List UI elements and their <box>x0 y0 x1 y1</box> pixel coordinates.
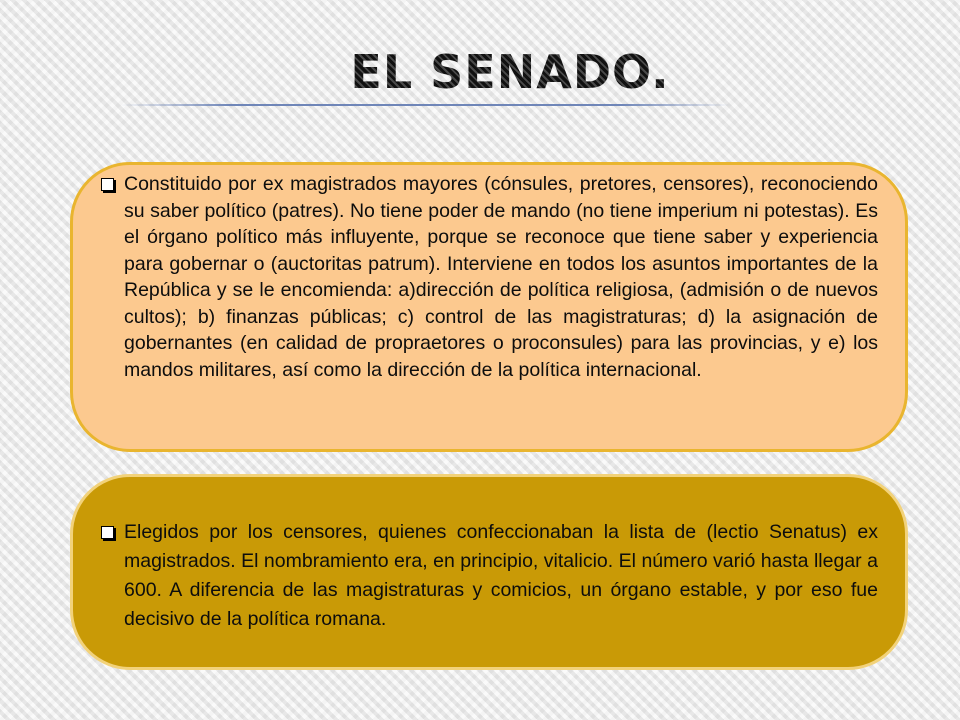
square-bullet-icon <box>101 526 114 539</box>
slide-title: EL SENADO. <box>300 44 720 100</box>
title-divider <box>120 104 732 106</box>
bullet-text: Constituido por ex magistrados mayores (cónsules, pretores, censores), reconociendo su saber político (patres). No tiene poder de mando (no tiene imperium ni potestas). Es el órgano político más influyente, porque se reconoce que tiene saber y experiencia para gobernar o (auctoritas patrum). Interviene en todos los asuntos importantes de la República y se le encomienda: a)dirección de política religiosa, (admisión o de nuevos cultos); b) finanzas públicas; c) control de las magistraturas; d) la asignación de gobernantes (en calidad de propraetores o proconsules) para las provincias, y e) los mandos militares, así como la dirección de la política internacional. <box>124 173 878 381</box>
bullet-item <box>101 171 878 383</box>
bullet-text: Elegidos por los censores, quienes confeccionaban la lista de (lectio Senatus) ex magistrados. El nombramiento era, en principio, vitalicio. El número varió hasta llegar a 600. A diferencia de las magistraturas y comicios, un órgano estable, y por eso fue decisivo de la política romana. <box>124 521 878 630</box>
square-bullet-icon <box>101 178 114 191</box>
content-box-election <box>70 474 908 670</box>
content-box-composition <box>70 162 908 452</box>
bullet-item <box>101 518 878 634</box>
